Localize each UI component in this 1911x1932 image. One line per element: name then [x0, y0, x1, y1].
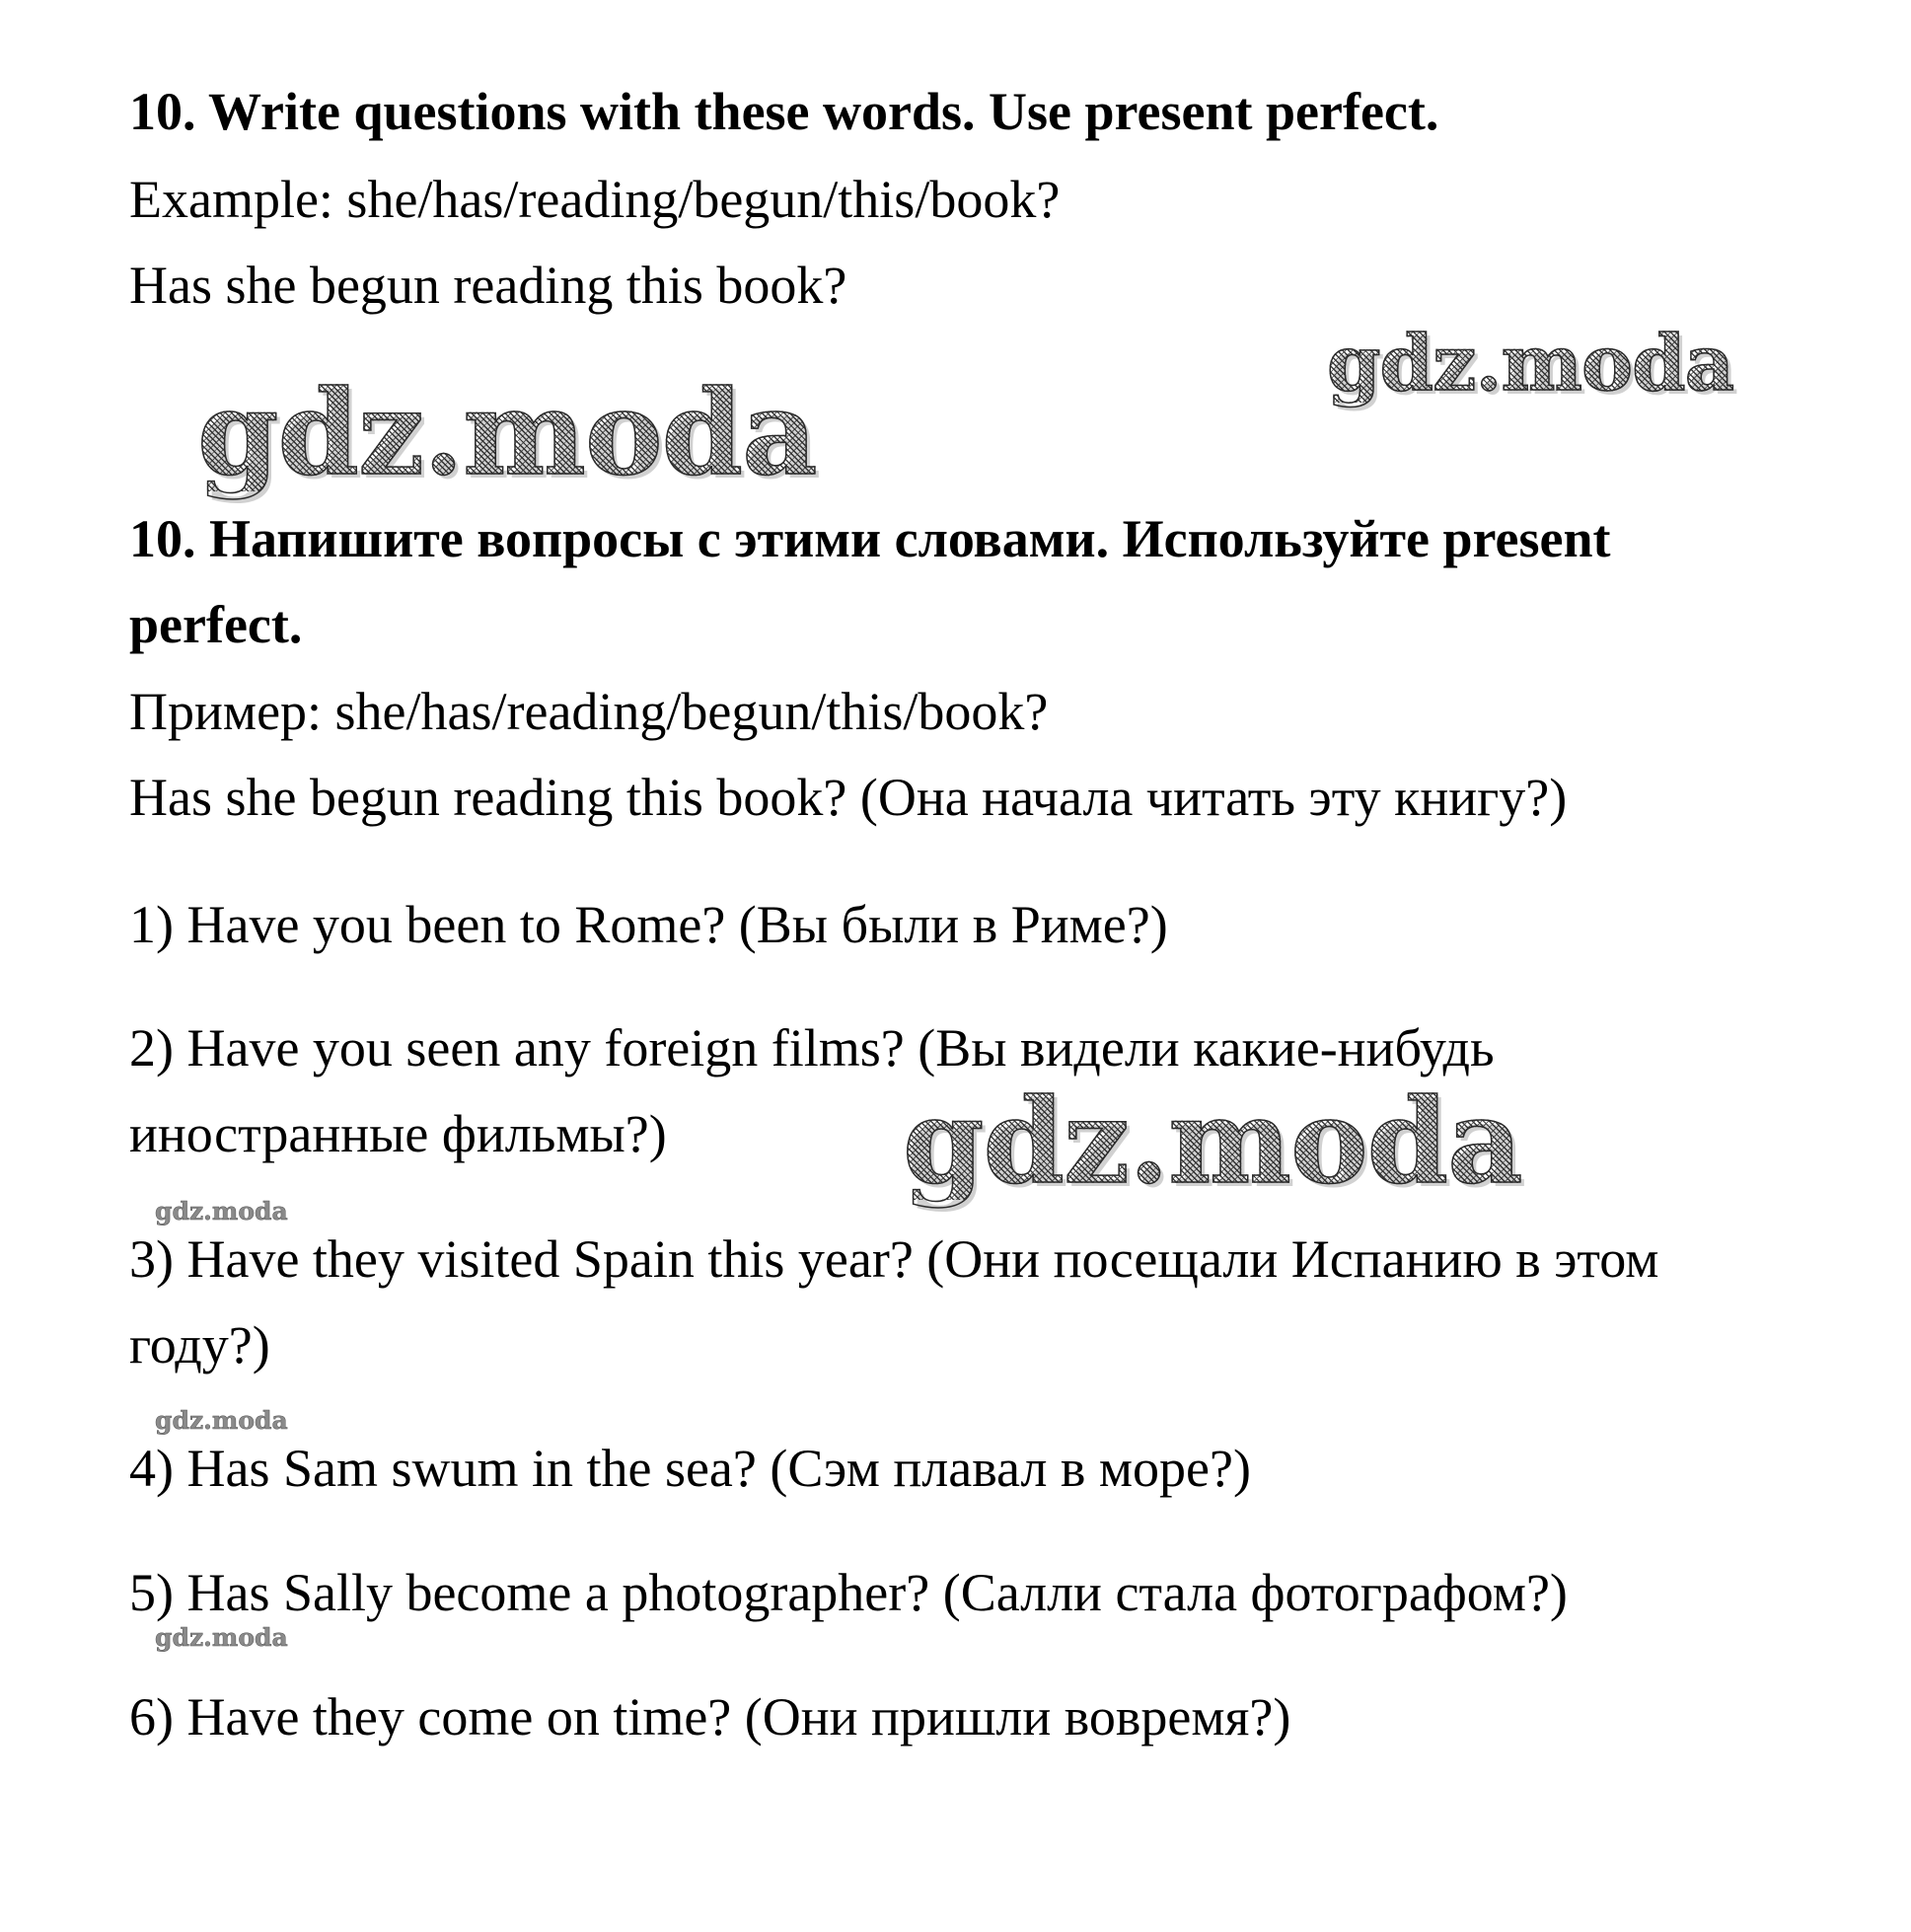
- watermark-small: gdz.moda: [155, 1406, 288, 1435]
- task-heading-ru: 10. Напишите вопросы с этими словами. Используйте present: [129, 509, 1611, 568]
- task-heading-ru-continued: perfect.: [129, 595, 303, 654]
- example-ru: Пример: she/has/reading/begun/this/book?: [129, 682, 1049, 741]
- answer-item-3: 3) Have they visited Spain this year? (Они посещали Испанию в этом: [129, 1229, 1659, 1289]
- answer-item-4: 4) Has Sam swum in the sea? (Сэм плавал в море?): [129, 1439, 1251, 1498]
- task-heading-en: 10. Write questions with these words. Use present perfect.: [129, 82, 1439, 141]
- watermark-small: gdz.moda: [155, 1623, 288, 1652]
- example-en: Example: she/has/reading/begun/this/book?: [129, 170, 1061, 229]
- answer-item-2: 2) Have you seen any foreign films? (Вы видели какие-нибудь: [129, 1018, 1495, 1077]
- answer-item-2-continued: иностранные фильмы?): [129, 1104, 667, 1163]
- watermark-small: gdz.moda: [155, 1197, 288, 1226]
- watermark-logo: gdz.moda: [903, 1073, 1522, 1210]
- watermark-logo: gdz.moda: [1327, 319, 1734, 409]
- watermark-logo: gdz.moda: [197, 364, 817, 501]
- example-answer-en: Has she begun reading this book?: [129, 256, 847, 315]
- answer-item-3-continued: году?): [129, 1315, 270, 1375]
- answer-item-5: 5) Has Sally become a photographer? (Салли стала фотографом?): [129, 1563, 1568, 1622]
- answer-item-1: 1) Have you been to Rome? (Вы были в Риме?): [129, 895, 1168, 954]
- example-answer-ru: Has she begun reading this book? (Она начала читать эту книгу?): [129, 768, 1568, 827]
- answer-item-6: 6) Have they come on time? (Они пришли вовремя?): [129, 1687, 1291, 1746]
